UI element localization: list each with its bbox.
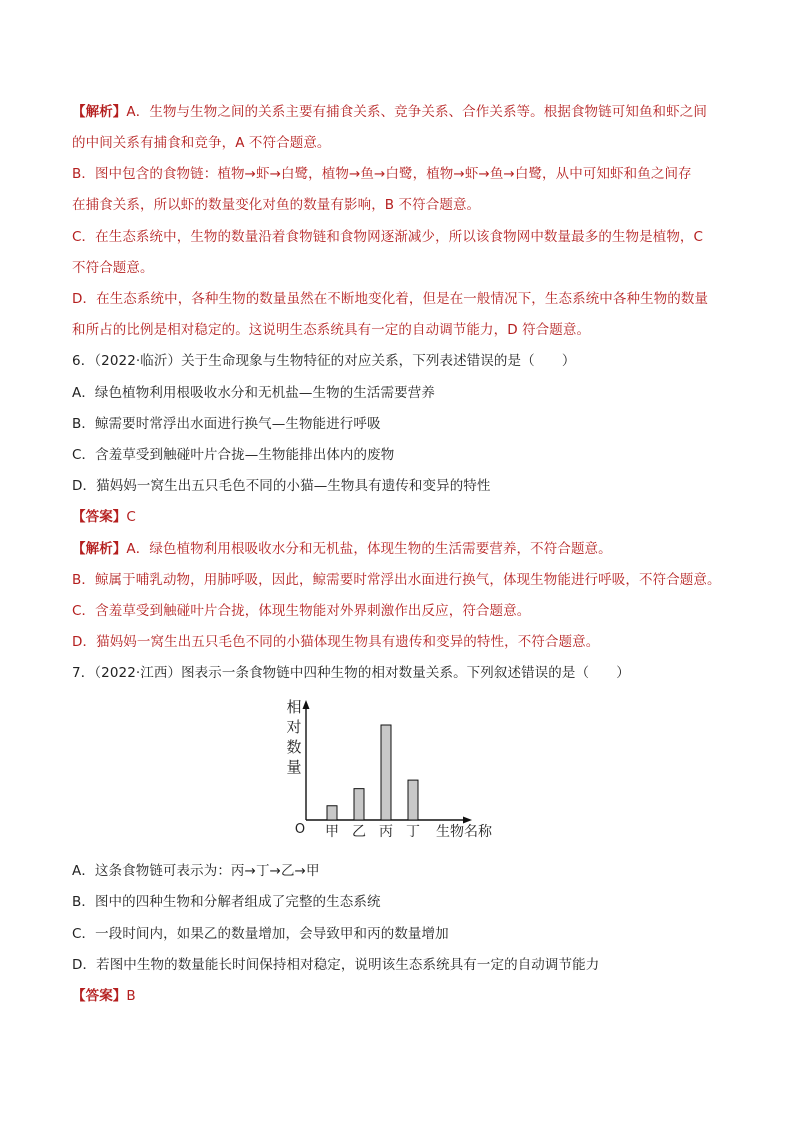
y-label-char-3: 量 [286, 758, 302, 776]
bar-3 [408, 780, 418, 820]
y-label-char-1: 对 [286, 718, 302, 736]
bar-1 [354, 789, 364, 820]
q6-analysis-c: C．含羞草受到触碰叶片合拢，体现生物能对外界刺激作出反应，符合题意。 [72, 603, 531, 619]
q7-answer: 【答案】B [72, 988, 136, 1004]
x-axis-label: 生物名称 [436, 824, 492, 840]
q6-option-a: A．绿色植物利用根吸收水分和无机盐—生物的生活需要营养 [72, 385, 435, 401]
y-axis-arrow [303, 700, 310, 709]
q6-option-b: B．鲸需要时常浮出水面进行换气—生物能进行呼吸 [72, 416, 381, 432]
y-axis-label [286, 698, 301, 776]
q7-option-a: A．这条食物链可表示为：丙→丁→乙→甲 [72, 863, 320, 879]
analysis5-line2: 的中间关系有捕食和竞争，A 不符合题意。 [72, 135, 331, 151]
category-label-1: 乙 [352, 824, 366, 840]
category-label-2: 丙 [379, 824, 393, 840]
x-axis-arrow [463, 817, 472, 824]
q7-option-d: D．若图中生物的数量能长时间保持相对稳定，说明该生态系统具有一定的自动调节能力 [72, 957, 600, 973]
bar-2 [381, 725, 391, 820]
q7-option-c: C．一段时间内，如果乙的数量增加，会导致甲和丙的数量增加 [72, 926, 449, 942]
category-label-3: 丁 [406, 824, 420, 840]
q6-analysis-a: 【解析】A．绿色植物利用根吸收水分和无机盐，体现生物的生活需要营养，不符合题意。 [72, 541, 612, 557]
analysis5-line8: 和所占的比例是相对稳定的。这说明生态系统具有一定的自动调节能力，D 符合题意。 [72, 322, 591, 338]
analysis5-line3: B．图中包含的食物链：植物→虾→白鹭，植物→鱼→白鹭，植物→虾→鱼→白鹭，从中可知虾和鱼之间存 [72, 166, 692, 182]
q6-analysis-b: B．鲸属于哺乳动物，用肺呼吸，因此，鲸需要时常浮出水面进行换气，体现生物能进行呼吸，不符合题意。 [72, 572, 721, 588]
bar-0 [327, 806, 337, 820]
analysis5-line1: 【解析】A．生物与生物之间的关系主要有捕食关系、竞争关系、合作关系等。根据食物链可知鱼和虾之间 [72, 104, 707, 120]
analysis5-line5: C．在生态系统中，生物的数量沿着食物链和食物网逐渐减少，所以该食物网中数量最多的生物是植物，C [72, 229, 704, 245]
q6-answer: 【答案】C [72, 509, 136, 525]
y-label-char-0: 相 [286, 698, 302, 716]
category-label-0: 甲 [325, 824, 339, 840]
analysis5-line6: 不符合题意。 [72, 260, 154, 276]
food-chain-bar-chart [268, 690, 508, 850]
analysis5-line4: 在捕食关系，所以虾的数量变化对鱼的数量有影响，B 不符合题意。 [72, 197, 481, 213]
q6-option-c: C．含羞草受到触碰叶片合拢—生物能排出体内的废物 [72, 447, 395, 463]
q7-stem: 7．（2022·江西）图表示一条食物链中四种生物的相对数量关系。下列叙述错误的是（ ） [72, 665, 630, 681]
origin-label: O [294, 822, 306, 837]
analysis5-line7: D．在生态系统中，各种生物的数量虽然在不断地变化着，但是在一般情况下，生态系统中各种生物的数量 [72, 291, 709, 307]
q7-option-b: B．图中的四种生物和分解者组成了完整的生态系统 [72, 894, 381, 910]
q6-analysis-d: D．猫妈妈一窝生出五只毛色不同的小猫体现生物具有遗传和变异的特性，不符合题意。 [72, 634, 600, 650]
y-label-char-2: 数 [286, 738, 302, 756]
q6-option-d: D．猫妈妈一窝生出五只毛色不同的小猫—生物具有遗传和变异的特性 [72, 478, 491, 494]
q6-stem: 6．（2022·临沂）关于生命现象与生物特征的对应关系，下列表述错误的是（ ） [72, 353, 576, 369]
